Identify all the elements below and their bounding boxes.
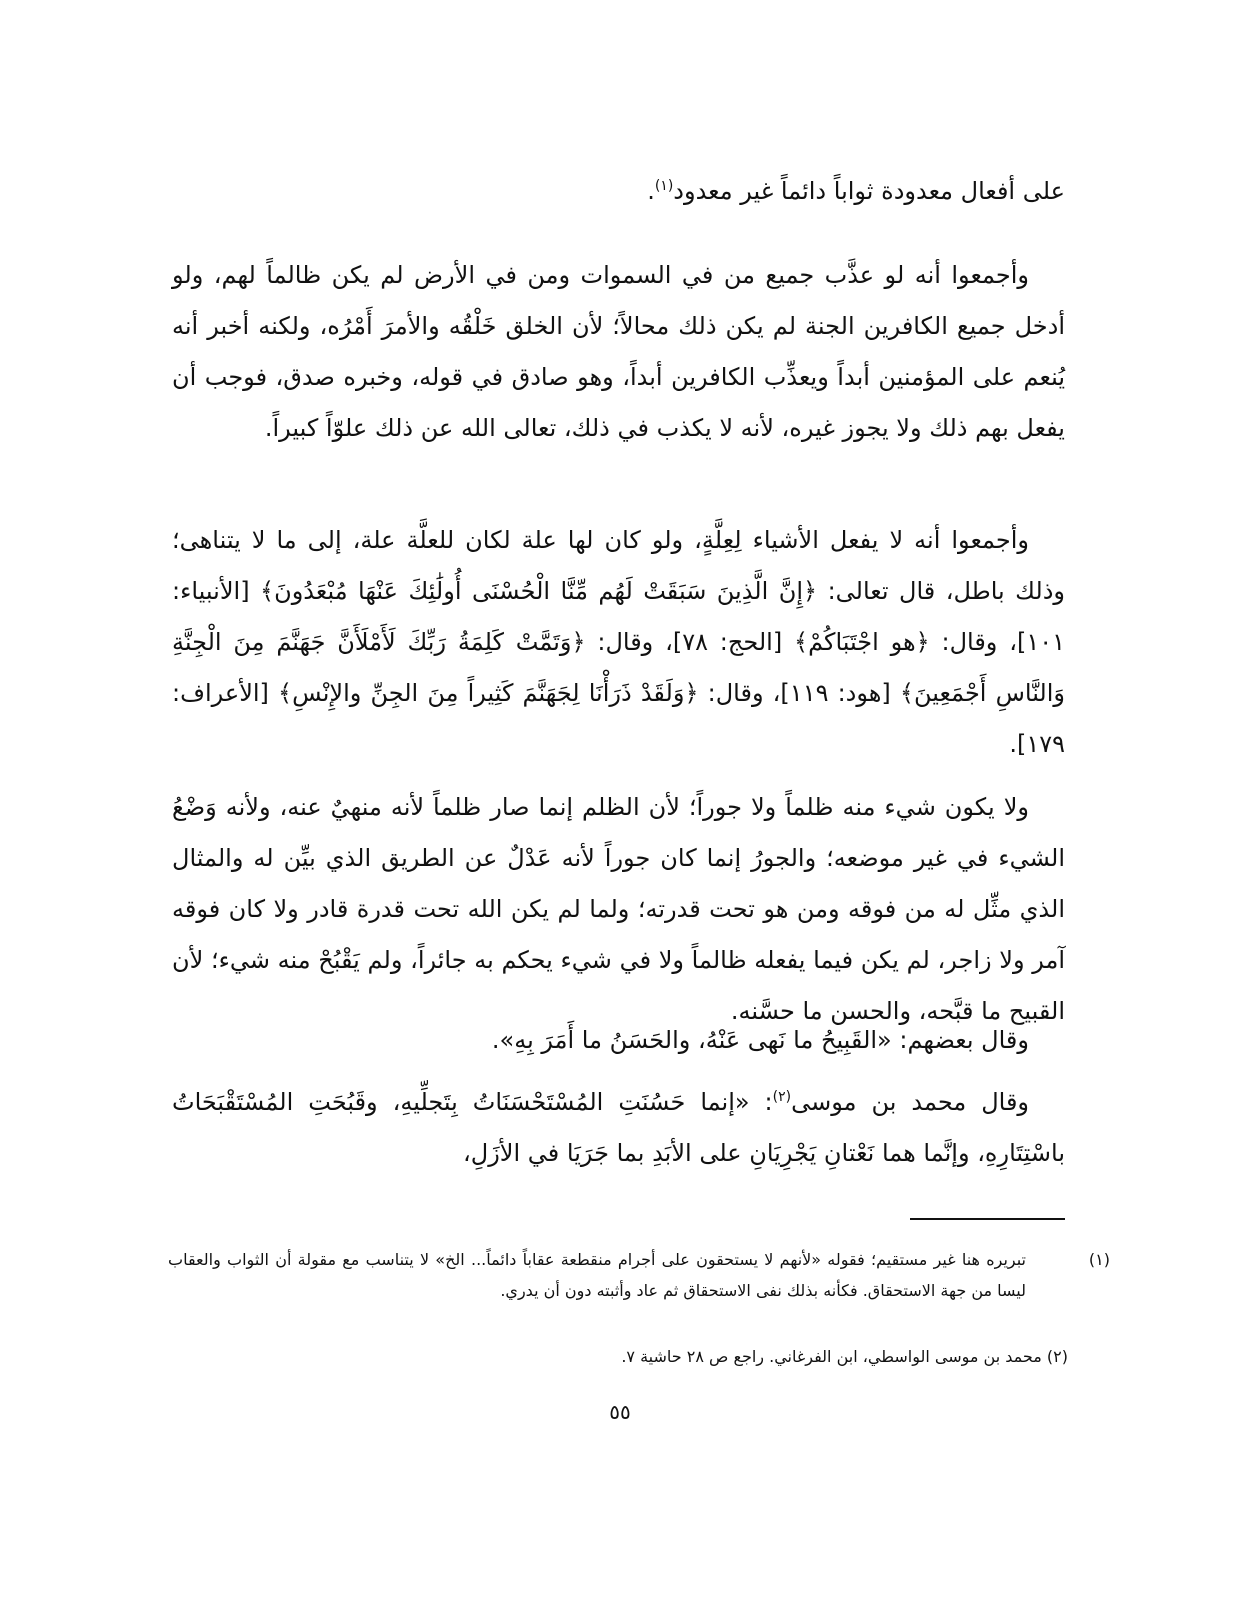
footnote-2 [168,1341,1068,1372]
paragraph-consensus-cause: وأجمعوا أنه لا يفعل الأشياء لِعِلَّةٍ، ولو كان لها علة لكان للعلَّة علة، إلى ما لا يتناهى؛ وذلك باطل، قال تعالى: ﴿إِنَّ الَّذِينَ سَبَقَتْ لَهُم مِّنَّا الْحُسْنَى أُولَٰئِكَ عَنْهَا مُبْعَدُونَ﴾ [الأنبياء: ١٠١]، وقال: ﴿هو اجْتَبَاكُمْ﴾ [الحج: ٧٨]، وقال: ﴿وَتَمَّتْ كَلِمَةُ رَبِّكَ لَأَمْلَأَنَّ جَهَنَّمَ مِنَ الْجِنَّةِ وَالنَّاسِ أَجْمَعِينَ﴾ [هود: ١١٩]، وقال: ﴿وَلَقَدْ ذَرَأْنَا لِجَهَنَّمَ كَثِيراً مِنَ الجِنِّ والإِنْسِ﴾ [الأعراف: ١٧٩]. [172,526,1066,758]
paragraph-text-end: : «إنما حَسُنَتِ المُسْتَحْسَنَاتُ بِتَجلِّيهِ، وقَبُحَتِ المُسْتَقْبَحَاتُ باسْتِتَارِهِ، وإنَّما هما نَعْتانِ يَجْرِيَانِ على الأبَدِ بما جَرَيَا في الأزَلِ، [172,1088,1065,1167]
footnote-number: (١) [1088,1250,1110,1269]
footnote-reference: (١) [654,178,674,194]
footnote-text: تبريره هنا غير مستقيم؛ فقوله «لأنهم لا يستحقون على أجرام منقطعة عقاباً دائماً... الخ» لا يتناسب مع مقولة أن الثواب والعقاب ليسا من جهة الاستحقاق. فكأنه بذلك نفى الاستحقاق ثم عاد وأثبته دون أن يدري. [168,1250,1026,1300]
paragraph-consensus-punishment: وأجمعوا أنه لو عذَّب جميع من في السموات ومن في الأرض لم يكن ظالماً لهم، ولو أدخل جميع الكافرين الجنة لم يكن ذلك محالاً؛ لأن الخلق خَلْقُه والأمرَ أَمْرُه، ولكنه أخبر أنه يُنعم على المؤمنين أبداً ويعذِّب الكافرين أبداً، وهو صادق في قوله، وخبره صدق، فوجب أن يفعل بهم ذلك ولا يجوز غيره، لأنه لا يكذب في ذلك، تعالى الله عن ذلك علوّاً كبيراً. [172,261,1065,442]
paragraph-injustice: ولا يكون شيء منه ظلماً ولا جوراً؛ لأن الظلم إنما صار ظلماً لأنه منهيٌ عنه، ولأنه وَضْعُ الشيء في غير موضعه؛ والجورُ إنما كان جوراً لأنه عَدْلٌ عن الطريق الذي بيِّن له والمثال الذي مثِّل له من فوقه ومن هو تحت قدرته؛ ولما لم يكن الله تحت قدرة قادر ولا كان فوقه آمر ولا زاجر، لم يكن فيما يفعله ظالماً ولا في شيء يحكم به جائراً، ولم يَقْبُحْ منه شيء؛ لأن القبيح ما قبَّحه، والحسن ما حسَّنه. [172,793,1065,1025]
footnote-1 [168,1244,1110,1306]
paragraph-text-end: . [647,177,655,205]
page-number: ٥٥ [609,1400,631,1424]
footnote-number: (٢) [1046,1347,1068,1366]
footnote-divider [910,1218,1065,1220]
footnote-text: محمد بن موسى الواسطي، ابن الفرغاني. راجع ص ٢٨ حاشية ٧. [621,1347,1042,1366]
paragraph-continuation [172,166,1065,217]
footnote-reference: (٢) [772,1089,792,1105]
paragraph-quote-muhammad [172,1077,1065,1179]
paragraph-text: وقال محمد بن موسى [791,1088,1030,1116]
paragraph-quote-some: وقال بعضهم: «القَبِيحُ ما نَهى عَنْهُ، والحَسَنُ ما أَمَرَ بِهِ». [491,1026,1029,1054]
paragraph-text: على أفعال معدودة ثواباً دائماً غير معدود [673,177,1065,205]
